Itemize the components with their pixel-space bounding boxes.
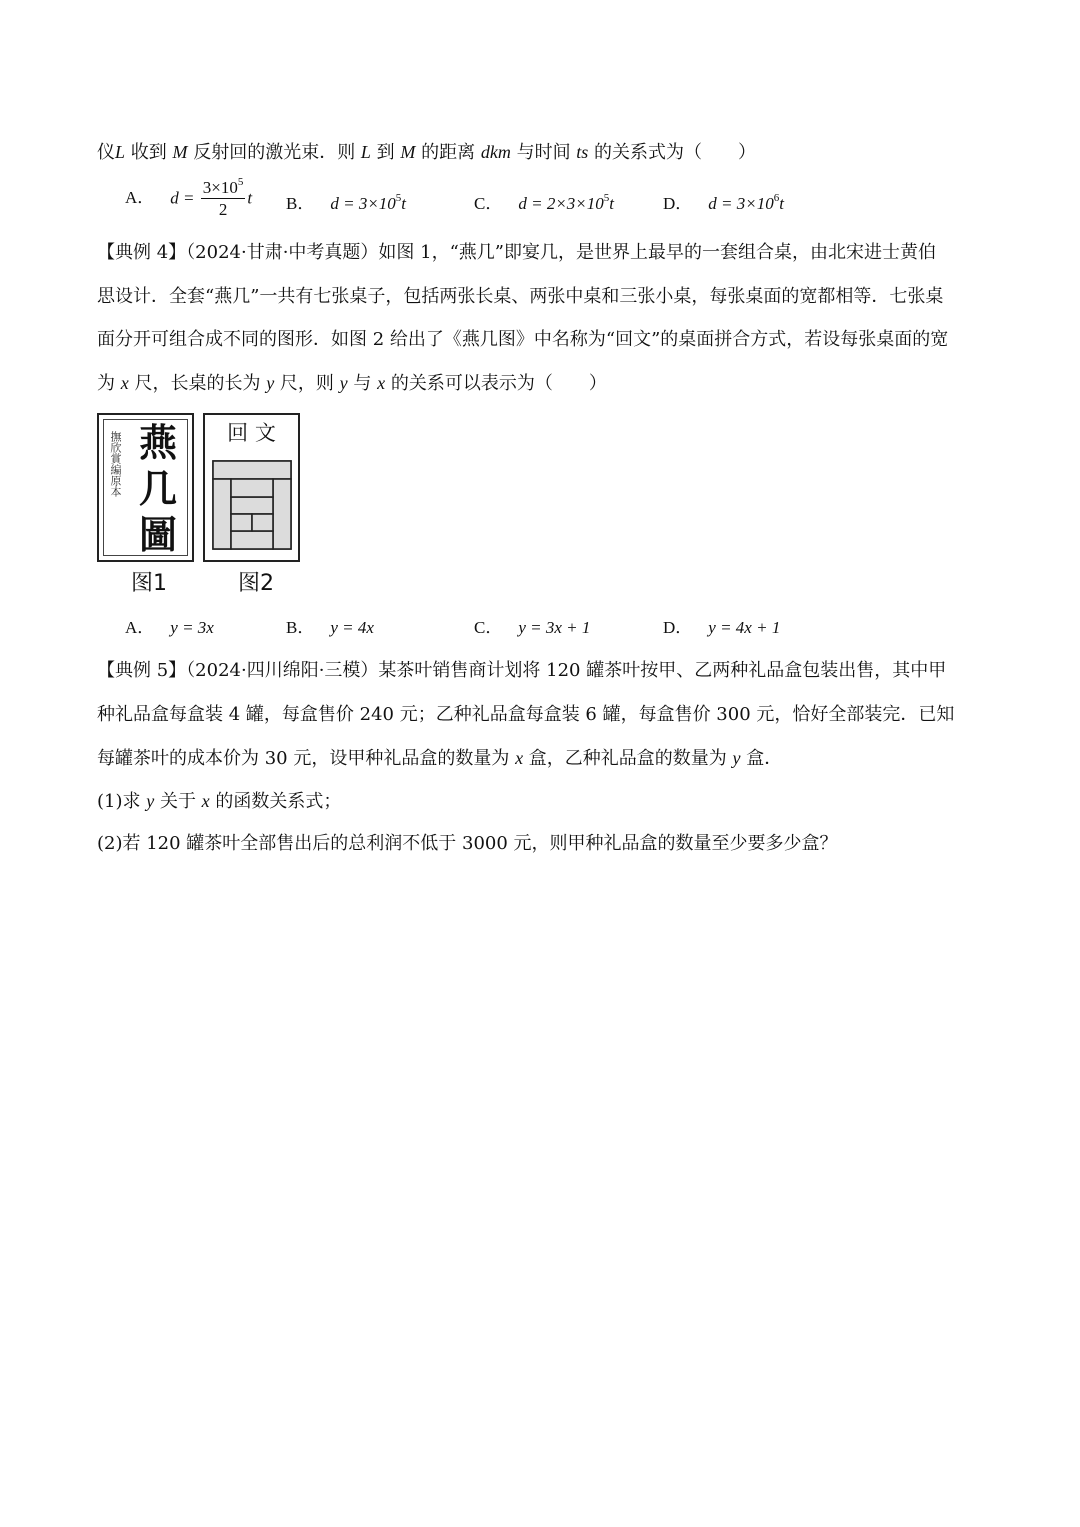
q3-question-line	[97, 137, 756, 168]
text: (1)求	[97, 791, 147, 812]
text: 仪	[97, 142, 115, 163]
option-label: D．	[663, 194, 693, 213]
var-y: y	[732, 748, 741, 768]
text: 与时间	[510, 142, 577, 163]
text: 每罐茶叶的成本价为 30 元，设甲种礼品盒的数量为	[97, 748, 516, 769]
option-label: C．	[474, 618, 503, 637]
var-L: L	[360, 142, 371, 162]
figure-2-caption: 图2	[238, 571, 274, 596]
figure-1-caption: 图1	[131, 571, 167, 596]
var-t: t	[779, 194, 784, 213]
ex5-line-2: 种礼品盒每盒装 4 罐，每盒售价 240 元；乙种礼品盒每盒装 6 罐，每盒售价 300 元，恰好全部装完．已知	[97, 704, 955, 725]
ex4-option-a	[125, 614, 214, 642]
text: 到	[370, 142, 401, 163]
var-y: y	[146, 791, 155, 811]
option-label: A．	[125, 188, 155, 208]
text: 关于	[154, 791, 202, 812]
num-text: 3×10	[202, 178, 238, 197]
text: 的距离	[415, 142, 481, 163]
text: 与	[347, 373, 378, 394]
exponent: 5	[237, 176, 244, 188]
var-x: x	[515, 748, 524, 768]
huiwen-table-layout	[212, 460, 292, 550]
ex4-option-d	[663, 614, 780, 642]
q3-option-c	[474, 190, 614, 218]
option-label: B．	[286, 618, 315, 637]
ex5-line-3	[97, 743, 782, 774]
option-label: B．	[286, 194, 315, 213]
option-label: C．	[474, 194, 503, 213]
formula: y = 4x + 1	[708, 618, 781, 637]
ex4-line-4	[97, 368, 607, 399]
option-label: D．	[663, 618, 693, 637]
var-x: x	[120, 373, 129, 393]
cover-title-char-2: 几	[139, 466, 178, 511]
text: 尺，长桌的长为	[128, 373, 267, 394]
option-label: A．	[125, 618, 155, 637]
exponent: 6	[773, 192, 780, 204]
formula: d = 2×3×10	[518, 194, 604, 213]
ex5-question-1	[97, 786, 341, 817]
text: 收到	[125, 142, 173, 163]
ex4-option-b	[286, 614, 374, 642]
ex5-line-1: 【典例 5】（2024·四川绵阳·三模）某茶叶销售商计划将 120 罐茶叶按甲、乙两种礼品盒包装出售，其中甲	[97, 660, 947, 681]
cover-small-text: 撫欣賞編原本	[109, 431, 122, 497]
formula: y = 4x	[330, 618, 374, 637]
q3-option-b	[286, 190, 406, 218]
var-t: t	[401, 194, 407, 213]
var-x: x	[201, 791, 210, 811]
text: 的关系式为（ ）	[588, 142, 757, 163]
var-t: t	[609, 194, 614, 213]
text: 尺，则	[274, 373, 340, 394]
text: 盒，乙种礼品盒的数量为	[523, 748, 733, 769]
ex4-line-1: 【典例 4】（2024·甘肃·中考真题）如图 1，“燕几”即宴几，是世界上最早的一套组合桌，由北宋进士黄伯	[97, 242, 936, 263]
figure-1-yanji-cover	[97, 413, 194, 562]
var-y: y	[266, 373, 275, 393]
ex4-line-2: 思设计．全套“燕几”一共有七张桌子，包括两张长桌、两张中桌和三张小桌，每张桌面的宽都相等．七张桌	[97, 286, 944, 307]
text: 的关系可以表示为（ ）	[385, 373, 607, 394]
ex4-line-3: 面分开可组合成不同的图形．如图 2 给出了《燕几图》中名称为“回文”的桌面拼合方式，若设每张桌面的宽	[97, 329, 949, 350]
fraction	[201, 178, 246, 221]
ex5-question-2: (2)若 120 罐茶叶全部售出后的总利润不低于 3000 元，则甲种礼品盒的数量至少要多少盒？	[97, 833, 838, 854]
q3-option-d	[663, 190, 784, 218]
var-y: y	[339, 373, 348, 393]
text: 盒．	[740, 748, 783, 769]
cover-title-char-1: 燕	[139, 420, 178, 465]
var-M: M	[172, 142, 188, 162]
var-M: M	[400, 142, 416, 162]
var-L: L	[115, 142, 126, 162]
ex4-option-c	[474, 614, 590, 642]
var-dkm: dkm	[480, 142, 511, 162]
formula: d = 3×10	[708, 194, 774, 213]
denominator: 2	[218, 200, 228, 219]
formula: y = 3x + 1	[518, 618, 591, 637]
var-x: x	[377, 373, 386, 393]
text: 的函数关系式；	[209, 791, 342, 812]
text: 为	[97, 373, 121, 394]
var-t: t	[247, 188, 253, 208]
exponent: 5	[603, 192, 610, 204]
formula: d = 3×10	[330, 194, 396, 213]
text: 反射回的激光束．则	[187, 142, 361, 163]
q3-option-a	[125, 178, 252, 221]
formula: y = 3x	[170, 618, 214, 637]
formula: d =	[170, 188, 199, 208]
figure-2-huiwen	[203, 413, 300, 562]
numerator	[201, 178, 246, 199]
cover-title-char-3: 圖	[139, 512, 178, 557]
exponent: 5	[395, 192, 402, 204]
figure-2-title: 回 文	[227, 421, 276, 445]
var-ts: ts	[576, 142, 589, 162]
